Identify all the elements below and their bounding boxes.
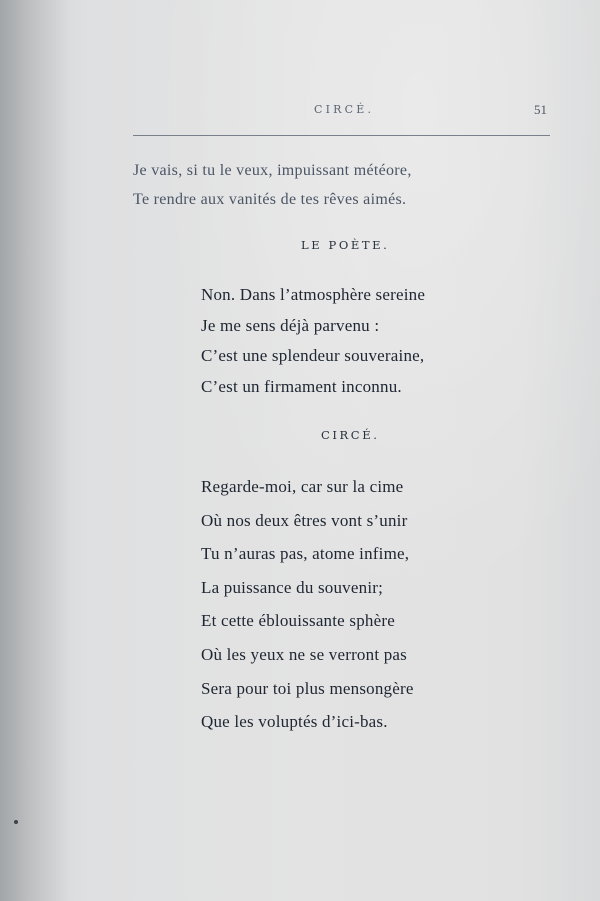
verse-line: Je vais, si tu le veux, impuissant météore, — [133, 162, 412, 179]
page-number: 51 — [534, 102, 547, 117]
verse-line: Sera pour toi plus mensongère — [201, 678, 414, 698]
paper-speck — [14, 820, 18, 824]
verse-line: Non. Dans l’atmosphère sereine — [201, 285, 426, 304]
verse-line: C’est une splendeur souveraine, — [201, 346, 425, 365]
running-title: CIRCÉ. — [314, 103, 375, 116]
verse-line: Que les voluptés d’ici-bas. — [201, 712, 388, 732]
stanza-poete — [201, 280, 531, 402]
verse-line: Regarde-moi, car sur la cime — [201, 477, 404, 496]
verse-line: Te rendre aux vanités de tes rêves aimés. — [133, 191, 407, 208]
speaker-heading-circe: CIRCÉ. — [321, 428, 380, 442]
verse-line: Où les yeux ne se verront pas — [201, 644, 407, 664]
verse-line: C’est un firmament inconnu. — [201, 376, 402, 396]
verse-line: Et cette éblouissante sphère — [201, 611, 395, 631]
stanza-circe — [201, 470, 531, 739]
gutter-shadow — [0, 0, 70, 901]
speaker-heading-poete: LE POÈTE. — [301, 238, 390, 252]
opening-verse — [133, 156, 573, 214]
verse-line: Tu n’auras pas, atome infime, — [201, 544, 410, 564]
verse-line: La puissance du souvenir; — [201, 577, 384, 597]
running-head — [0, 103, 600, 123]
verse-line: Où nos deux êtres vont s’unir — [201, 510, 408, 530]
verse-line: Je me sens déjà parvenu : — [201, 315, 380, 335]
header-rule — [133, 135, 550, 136]
